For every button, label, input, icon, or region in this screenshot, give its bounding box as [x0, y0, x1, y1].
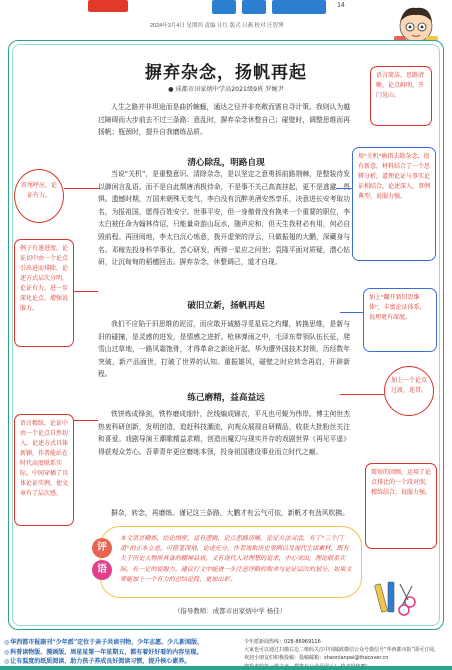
- comment-connector: [74, 291, 98, 292]
- issue-meta: 2024年3月4日 星期四 责编 计红 版式 吕燕 校对 汪智博: [150, 23, 284, 29]
- section-body-1: 当说“关机”，是重整意识、清除杂念，是以坚定之意勇拆前路荆棘，是整装待发以御闲言乱语。而不是自此颓唐消极待命，不是事不关己高高挂起，更不是逃避、畏惧。遗憾时期，万国来朝殊无变气，李白没有沉醉美酒安然享乐，决意进长安考取功名，为报祖国，愿得百姓安宁。世事平安，但一身傲骨没有换来一个重要的职位，李太白被任命为翰林待诏，只能量奇游山玩水，随声应和，但天生我材必有用，何必自毁前程。再回阅地，李太白沉心炼意，拨开虚荣的浮云，只做振翅的大鹏，深藏身与名。邓稼先投身科学事业，苦心研发，两弹一星应之问世；袁隆平面对质疑，潜心钻研，让沉甸甸的稻穗回击。摒弃杂念，休整调己，道才自现。: [98, 170, 350, 267]
- comment-note: 语言精练，论证中由一个论点自然切入，论述方式具体新颖，作者能站在时代高度联系实际，中间穿插了具体论证实例，使文章有了层次感。: [14, 414, 74, 526]
- section-logo-shaonianpai: [212, 0, 332, 14]
- footer-hotline: 少年派新闻热线：028-86969116: [244, 639, 321, 645]
- cartoon-boy-icon: [386, 0, 446, 44]
- footer-accent-bar: [0, 666, 452, 670]
- footer-subscribe-note: 大家也可以通过扫描右边二维码关注中国邮政微信公众号微信号“华西都市报”即可订阅。: [244, 647, 440, 654]
- comment-connector: [74, 420, 98, 421]
- comment-note: 加上一个论点过渡，连贯。: [384, 366, 434, 416]
- section-body-3: 铁饼炼成锋剑，铁柞磨成细针，丝线编成锦衣，平凡也可蜕为伟岸。博主何世杰热衷科研创新，发明创造，追赶科技潮流，向观众展现自研精品，收获大批粉丝关注和喜爱。戏剧导演王潮歌精益求精，创造出魔幻与现实并存的戏剧世界《再见平遥》得获观众芳心。吾辈青年更应磨练本领，投身祖国建设事业而立时代之巅。: [98, 410, 350, 456]
- review-label: [92, 538, 114, 582]
- instructor-credit: （指导教师：成都市田家炳中学 杨佳）: [173, 607, 287, 615]
- pencil-scissors-icon: [372, 580, 416, 620]
- footer-promo-line: ◎ 科普读物版、漫画版、周星星第一年星期五，都有着好好看的内容呈现。: [4, 648, 240, 658]
- masthead: [0, 0, 452, 40]
- comment-connector: [64, 188, 99, 189]
- article-byline: ● 成都市田家炳中学高2021级9班 罗婉尹: [168, 86, 284, 93]
- review-label-char: 语: [92, 560, 112, 580]
- section-body-2: 我们不应陷于旧思维的泥沼，而应敢开诚豁寻觅星辰之灼耀，转换思维，是新与旧的碰撞，是灵感的进发，是情感之进折。枪林弹雨之中，毛泽东带领队伍长征，爬雪山过草地，一路风霜饱骨，才得革命之新途开起。华为遭外国技术封锁，历经数年突破，新产品面世，打破了世界的认知。重振雄风，碰壁之时应转念再启，开辟新程。: [98, 320, 350, 379]
- review-text: 本文语言精炼，结论缜密，富有逻辑，论点思路清晰，论证方法灵活，有了“三个门道”的正本立意，可借鉴深刻，论述充分，作者选取历史事例以及现代生活素材，既有关于历史人物所具备的精神品质，又有现代人对理想的追求，中心突出，理论联系实际，有一定的说服力。建议行文中能进一步注意详略的取舍与论证层次的划分，如果文章能加上一个有力的总结论段，更加出彩。: [120, 536, 352, 583]
- footer-promo-line: ◎ 让有温度的纸质阅读，助力孩子养成良好阅读习惯，提升核心素养。: [4, 657, 240, 667]
- comment-note: 语言简洁，思路清晰，论点鲜明，开门见山。: [370, 66, 432, 126]
- page-number: 14: [337, 2, 345, 9]
- page-footer: [0, 636, 452, 670]
- comment-note: 首尾呼应，论证有力。: [14, 169, 64, 223]
- review-label-char: 评: [92, 538, 112, 558]
- footer-promo: [4, 638, 240, 667]
- comment-note: 加上“翻开新旧思维体”，丰富论证体系，说理更有深度。: [363, 288, 437, 352]
- comment-connector: [336, 188, 352, 189]
- newspaper-logo-red: [88, 0, 128, 12]
- comment-connector: [340, 312, 363, 313]
- section-heading-3: 练己磨精，益高益远: [187, 393, 265, 403]
- comment-connector: [340, 394, 384, 395]
- closing-paragraph: 摒杂，转念，再磨练。谨记这三条路，大鹏才有云气可依，新帆才有劲风吹拂。: [111, 509, 349, 517]
- comment-note: 例子有递进度，论证切中由一个论点引出进而排除，论述方式层次分明，论证有力，进一步深化论点，增强说服力。: [14, 239, 74, 347]
- section-heading-1: 清心除乱，明路自现: [187, 158, 265, 168]
- article-title: 摒弃杂念，扬帆再起: [145, 63, 307, 83]
- intro-paragraph: 人生之路并非坦途而是曲折蜿蜒，通达之径并非亮敞而需自寻计策。我则认为越过障碍而大步前去不过三条路：意乱时，摒弃杂念休整自己；碰壁时，调整思维而再扬帆；瓶颈时，提升自我磨练品质。: [98, 103, 350, 137]
- footer-promo-line: ◎ 华西都市报副刊“少年派”定位于亲子共读刊物，少年志愿、少儿新闻版、: [4, 638, 240, 648]
- comment-note: 简短的回顾，运用了论点排比的一个段对照，精练结合，说服力强。: [365, 463, 437, 549]
- comment-note: 用“关机”喻指去除杂念，很有新意，材料结合了一个思辨分析，道理论证与事实论证相结合，论述深入，事例典型，说服力强。: [352, 147, 436, 261]
- section-heading-2: 破旧立新，扬帆再起: [187, 301, 265, 311]
- footer-submission-email[interactable]: 欢迎小朋友们积极投稿：投稿邮箱：shaonianpai@thecover.cn: [244, 655, 389, 662]
